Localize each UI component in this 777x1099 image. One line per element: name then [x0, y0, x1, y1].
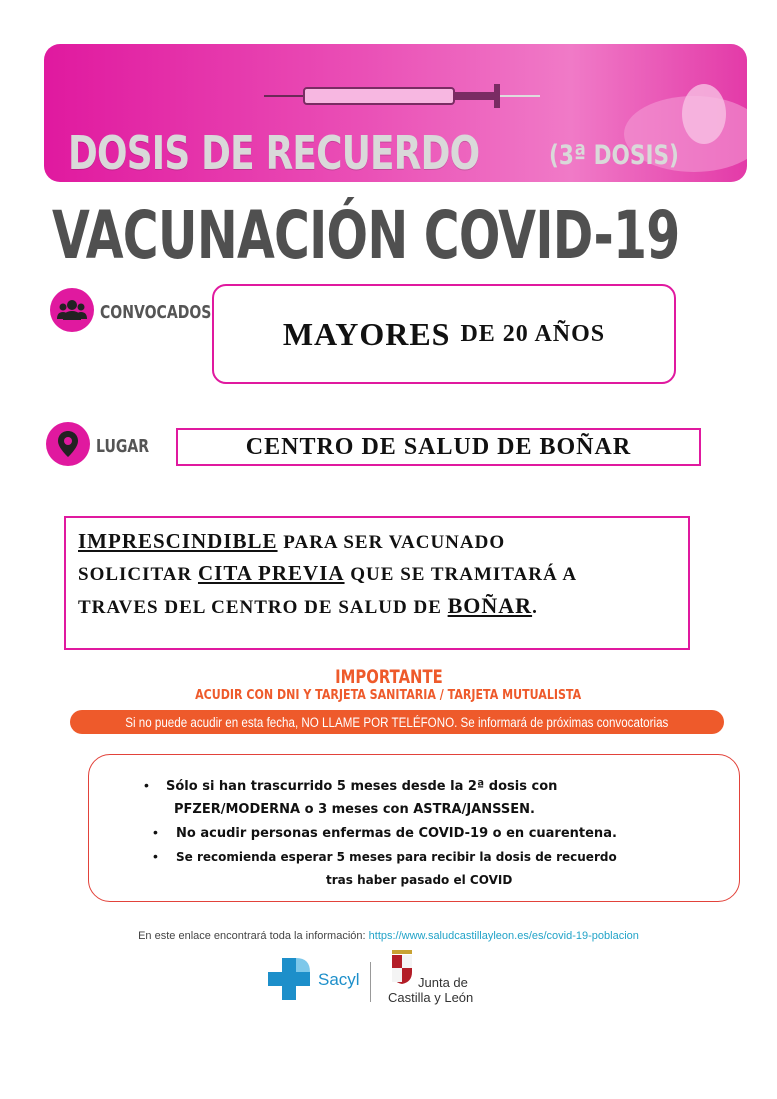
convocados-label: CONVOCADOS: [100, 302, 212, 323]
castilla-leon-shield-icon: [390, 950, 414, 984]
note-line-3: No acudir personas enfermas de COVID-19 o en cuarentena.: [176, 826, 617, 841]
cita-text-2b: QUE SE TRAMITARÁ A: [344, 564, 578, 585]
jcyl-text-line2: Castilla y León: [388, 990, 474, 1005]
people-icon: [50, 288, 94, 332]
importante-subtitle: ACUDIR CON DNI Y TARJETA SANITARIA / TARJETA MUTUALISTA: [195, 688, 582, 703]
cita-text-2a: SOLICITAR: [78, 564, 198, 585]
imprescindible-text: IMPRESCINDIBLE: [78, 529, 278, 553]
banner-subtitle: (3ª DOSIS): [549, 140, 679, 171]
jcyl-text-line1: Junta de: [418, 975, 468, 990]
convocados-rest: DE 20 AÑOS: [460, 320, 606, 347]
info-link[interactable]: https://www.saludcastillayleon.es/es/covid-19-poblacion: [368, 930, 639, 942]
logo-divider: [370, 962, 371, 1002]
bullet-3: •: [153, 848, 158, 864]
location-pin-icon: [46, 422, 90, 466]
banner-title: DOSIS DE RECUERDO: [68, 126, 480, 180]
bonar-text: BOÑAR: [447, 593, 533, 618]
bullet-2: •: [153, 824, 158, 840]
cita-text-1: PARA SER VACUNADO: [277, 532, 506, 553]
info-text: En este enlace encontrará toda la información:: [138, 930, 366, 942]
page-title: VACUNACIÓN COVID-19: [52, 197, 680, 274]
cita-line-1: [78, 526, 676, 558]
header-banner: [44, 44, 747, 182]
note-line-2: PFZER/MODERNA o 3 meses con ASTRA/JANSSEN.: [174, 802, 535, 817]
note-line-5: tras haber pasado el COVID: [326, 873, 513, 887]
bullet-1: •: [144, 777, 149, 793]
importante-heading: IMPORTANTE: [334, 666, 443, 688]
cita-text-3: TRAVES DEL CENTRO DE SALUD DE: [78, 597, 448, 618]
syringe-icon: [244, 56, 544, 126]
sacyl-logo-text: Sacyl: [318, 970, 360, 989]
warning-bar: [70, 710, 724, 734]
cita-line-2: [78, 558, 676, 590]
cita-previa-text: CITA PREVIA: [197, 561, 345, 585]
lugar-box: CENTRO DE SALUD DE BOÑAR: [176, 428, 701, 466]
note-line-4: Se recomienda esperar 5 meses para recibir la dosis de recuerdo: [176, 850, 617, 864]
info-line: [0, 930, 777, 942]
cita-line-3: [78, 590, 676, 623]
warning-text: Si no puede acudir en esta fecha, NO LLAME POR TELÉFONO. Se informará de próximas convocatorias: [125, 714, 669, 730]
convocados-box: [212, 284, 676, 384]
cita-text-3-end: .: [532, 597, 538, 618]
convocados-big: MAYORES: [282, 315, 451, 352]
lugar-label: LUGAR: [96, 436, 150, 457]
note-line-1: Sólo si han trascurrido 5 meses desde la 2ª dosis con: [166, 779, 558, 794]
cita-previa-box: [64, 516, 690, 650]
